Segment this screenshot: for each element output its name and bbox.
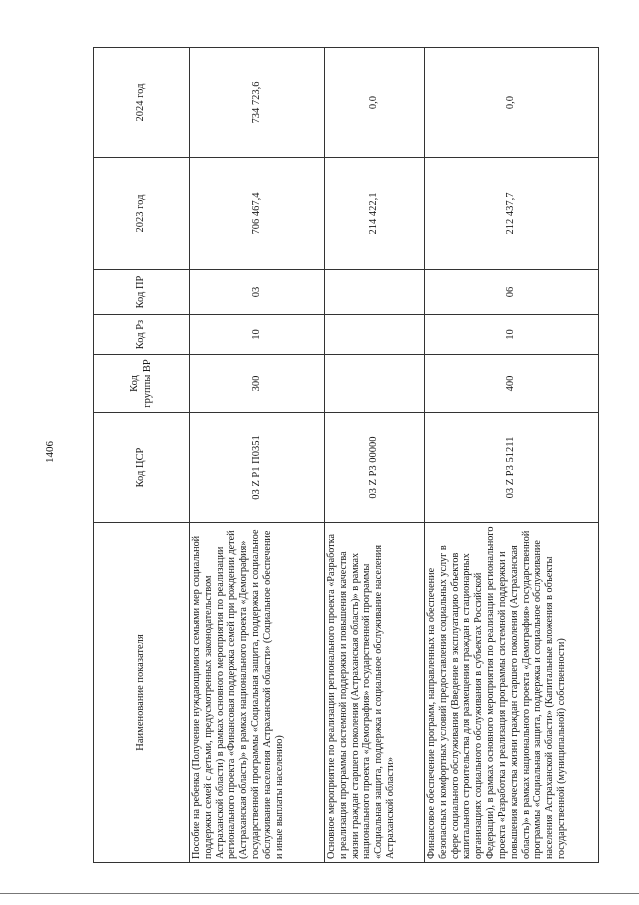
row-csr: 03 Z P1 П0351 — [190, 413, 325, 523]
row-name: Пособие на ребенка (Получение нуждающимися семьями мер социальной поддержки семей с детьми, предусмотренных законодательством Астраханской области) в рамках основного мероприятия по реализации регионального проекта «Финансовая поддержка семей при рождении детей (Астраханская область)» в рамках национального проекта «Демография» государственной программы «Социальная защита, поддержка и социальное обслуживание населения Астраханской области» (Социальное обеспечение и иные выплаты населению) — [190, 523, 325, 863]
row-name: Основное мероприятие по реализации регионального проекта «Разработка и реализация программы системной поддержки и повышения качества жизни граждан старшего поколения (Астраханская область)» в рамках национального проекта «Демография» государственной программы «Социальная защита, поддержка и социальное обслуживание населения Астраханской области» — [325, 523, 425, 863]
row-pr — [325, 270, 425, 315]
header-rz: Код Рз — [94, 315, 190, 355]
table-row — [190, 48, 325, 863]
header-vr: Код группы ВР — [94, 355, 190, 413]
row-csr: 03 Z P3 51211 — [425, 413, 599, 523]
header-pr: Код ПР — [94, 270, 190, 315]
header-2023: 2023 год — [94, 158, 190, 270]
row-2024: 734 723,6 — [190, 48, 325, 158]
page-bottom-divider — [0, 893, 639, 894]
row-name: Финансовое обеспечение программ, направленных на обеспечение безопасных и комфортных условий предоставления социальных услуг в сфере социального обслуживания (Введение в эксплуатацию объектов капитального строительства для размещения граждан в стационарных организациях социального обслуживания в субъектах Российской Федерации), в рамках основного мероприятия по реализации регионального проекта «Разработка и реализация программы системной поддержки и повышения качества жизни граждан старшего поколения (Астраханская область)» в рамках национального проекта «Демография» государственной программы «Социальная защита, поддержка и социальное обслуживание населения Астраханской области» (Капитальные вложения в объекты государственной (муниципальной) собственности) — [425, 523, 599, 863]
header-name: Наименование показателя — [94, 523, 190, 863]
row-rz: 10 — [190, 315, 325, 355]
row-rz: 10 — [425, 315, 599, 355]
header-2024: 2024 год — [94, 48, 190, 158]
row-2023: 212 437,7 — [425, 158, 599, 270]
rotated-table-container — [93, 48, 598, 863]
row-vr: 300 — [190, 355, 325, 413]
row-vr: 400 — [425, 355, 599, 413]
row-2023: 214 422,1 — [325, 158, 425, 270]
table-row — [325, 48, 425, 863]
row-2024: 0,0 — [325, 48, 425, 158]
row-2023: 706 467,4 — [190, 158, 325, 270]
row-pr: 06 — [425, 270, 599, 315]
header-csr: Код ЦСР — [94, 413, 190, 523]
row-vr — [325, 355, 425, 413]
row-2024: 0,0 — [425, 48, 599, 158]
budget-table — [93, 47, 599, 863]
table-row — [425, 48, 599, 863]
row-pr: 03 — [190, 270, 325, 315]
page-number: 1406 — [44, 441, 56, 463]
table-header-row — [94, 48, 190, 863]
row-rz — [325, 315, 425, 355]
row-csr: 03 Z P3 00000 — [325, 413, 425, 523]
